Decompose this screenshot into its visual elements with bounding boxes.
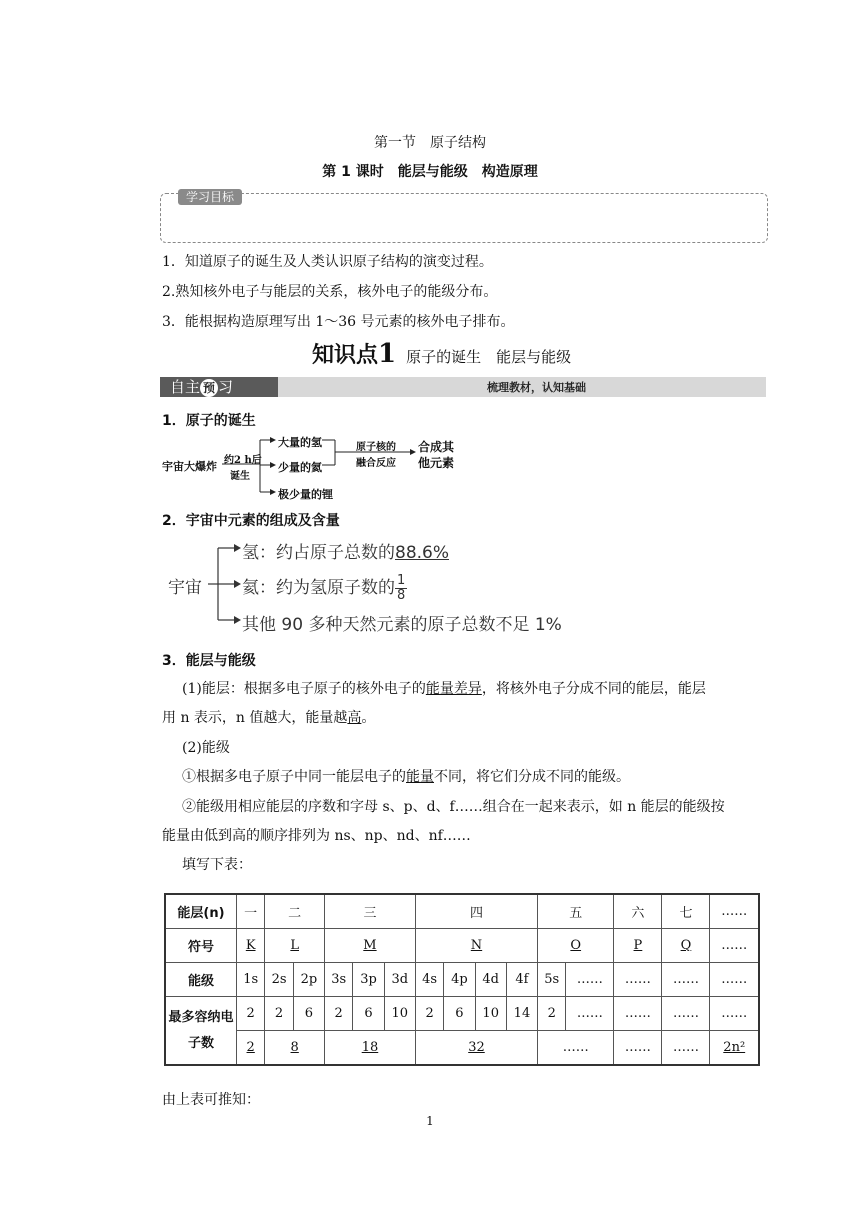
para-5: 填写下表： [182,857,252,873]
hydrogen-text: 氢：约占原子总数的 [242,543,395,563]
table-cell: 4d [475,963,506,997]
table-row [165,963,759,997]
table-cell: 2p [293,963,324,997]
band-suffix: 习 [218,378,234,396]
table-row [165,894,759,929]
helium-line [242,573,407,603]
table-cell: …… [710,997,759,1031]
hydrogen-line [242,538,449,563]
table-cell: 10 [475,997,506,1031]
diagram-item-he: 少量的氦 [278,461,322,474]
lesson-title: 第 1 课时 能层与能级 构造原理 [322,164,538,180]
band-circle: 预 [200,379,218,397]
diagram-arrow-bottom: 诞生 [230,471,250,482]
after-table-text: 由上表可推知： [162,1092,260,1108]
header-level: 能级 [165,963,237,997]
band-prefix: 自主 [170,378,201,396]
table-row [165,1031,759,1066]
underline-energy: 能量 [406,769,434,785]
section-title: 第一节 原子结构 [374,135,486,151]
diagram-item-h: 大量的氢 [278,436,322,449]
band-right-text: 梳理教材，认知基础 [487,381,586,394]
table-cell: …… [566,997,614,1031]
table-cell: 2 [237,997,265,1031]
table-row [165,997,759,1031]
table-cell: 2 [325,997,353,1031]
other-elements-line: 其他 90 多种天然元素的原子总数不足 1% [242,615,562,635]
table-cell: 5s [538,963,566,997]
table-cell: 8 [265,1031,325,1066]
table-cell: O [538,929,614,963]
para-1b: 用 n 表示，n 值越大，能量越高。 [162,710,376,726]
goal-1: 1．知道原子的诞生及人类认识原子结构的演变过程。 [162,254,493,270]
table-cell: 3d [384,963,415,997]
kp-label: 知识点 [312,343,379,368]
table-cell: …… [662,963,710,997]
para-1a: (1)能层：根据多电子原子的核外电子的能量差异，将核外电子分成不同的能层，能层 [182,681,706,697]
energy-level-table [164,893,760,1066]
table-cell: 五 [538,894,614,929]
table-cell: …… [614,997,662,1031]
kp-number: 1 [378,339,397,369]
table-cell: 2 [415,997,443,1031]
s3-heading: 3．能层与能级 [162,653,256,669]
table-cell: …… [710,963,759,997]
table-cell: …… [710,929,759,963]
table-cell: 2 [538,997,566,1031]
table-cell: 4f [506,963,537,997]
fraction-denominator: 8 [397,587,406,603]
table-cell: 三 [325,894,416,929]
diagram-arrow-top: 约2 h后 [224,455,262,466]
s2-heading: 2．宇宙中元素的组成及含量 [162,513,340,529]
table-cell: M [325,929,416,963]
header-max: 最多容纳电子数 [165,997,237,1066]
table-cell: 32 [415,1031,537,1066]
hydrogen-value: 88.6% [395,543,450,563]
table-cell: 4p [444,963,475,997]
goal-2: 2.熟知核外电子与能层的关系，核外电子的能级分布。 [162,284,498,300]
table-cell: 10 [384,997,415,1031]
table-cell: 2 [237,1031,265,1066]
diagram-process-top: 原子核的 [356,442,396,453]
para-4a: ②能级用相应能层的序数和字母 s、p、d、f……组合在一起来表示，如 n 能层的能级按 [182,799,725,815]
table-cell: 四 [415,894,537,929]
table-cell: N [415,929,537,963]
diagram-result-bottom: 他元素 [418,456,455,470]
helium-text: 氦：约为氢原子数的 [242,578,395,598]
knowledge-point-title [312,338,571,369]
table-cell: 2s [265,963,293,997]
underline-energy-diff: 能量差异 [425,681,482,697]
table-cell: K [237,929,265,963]
table-cell: …… [566,963,614,997]
diagram-process-bottom: 融合反应 [356,458,396,469]
band-label [160,377,278,397]
goal-3: 3．能根据构造原理写出 1～36 号元素的核外电子排布。 [162,314,515,330]
goals-tag: 学习目标 [178,189,242,205]
para-4b: 能量由低到高的顺序排列为 ns、np、nd、nf…… [162,828,471,844]
fraction-numerator: 1 [397,572,406,588]
table-cell: 6 [353,997,384,1031]
para-3: ①根据多电子原子中同一能层电子的能量不同，将它们分成不同的能级。 [182,769,630,785]
diagram-result-top: 合成其 [418,440,455,454]
page-number: 1 [426,1114,434,1128]
table-cell: 1s [237,963,265,997]
table-cell: …… [538,1031,614,1066]
table-cell: 14 [506,997,537,1031]
kp-subtitle: 原子的诞生 能层与能级 [406,348,572,366]
table-cell: …… [662,997,710,1031]
goals-box [160,193,768,243]
header-symbol: 符号 [165,929,237,963]
underline-high: 高 [347,710,362,726]
table-cell: 2 [265,997,293,1031]
table-cell: 六 [614,894,662,929]
table-cell: 二 [265,894,325,929]
s1-heading: 1．原子的诞生 [162,413,256,429]
table-cell: 2n² [710,1031,759,1066]
table-cell: 4s [415,963,443,997]
para-2: (2)能级 [182,740,230,756]
diagram-source: 宇宙大爆炸 [162,460,217,473]
header-layer: 能层(n) [165,894,237,929]
table-cell: 一 [237,894,265,929]
table-cell: …… [662,1031,710,1066]
helium-fraction [395,574,407,603]
table-cell: Q [662,929,710,963]
table-cell: 18 [325,1031,416,1066]
table-cell: …… [614,963,662,997]
table-cell: L [265,929,325,963]
diagram-item-li: 极少量的锂 [278,488,333,501]
table-cell: 3s [325,963,353,997]
table-cell: 6 [293,997,324,1031]
table-cell: 6 [444,997,475,1031]
table-cell: …… [710,894,759,929]
universe-root: 宇宙 [168,578,202,598]
table-cell: 3p [353,963,384,997]
table-cell: P [614,929,662,963]
table-cell: 七 [662,894,710,929]
table-cell: …… [614,1031,662,1066]
table-row [165,929,759,963]
